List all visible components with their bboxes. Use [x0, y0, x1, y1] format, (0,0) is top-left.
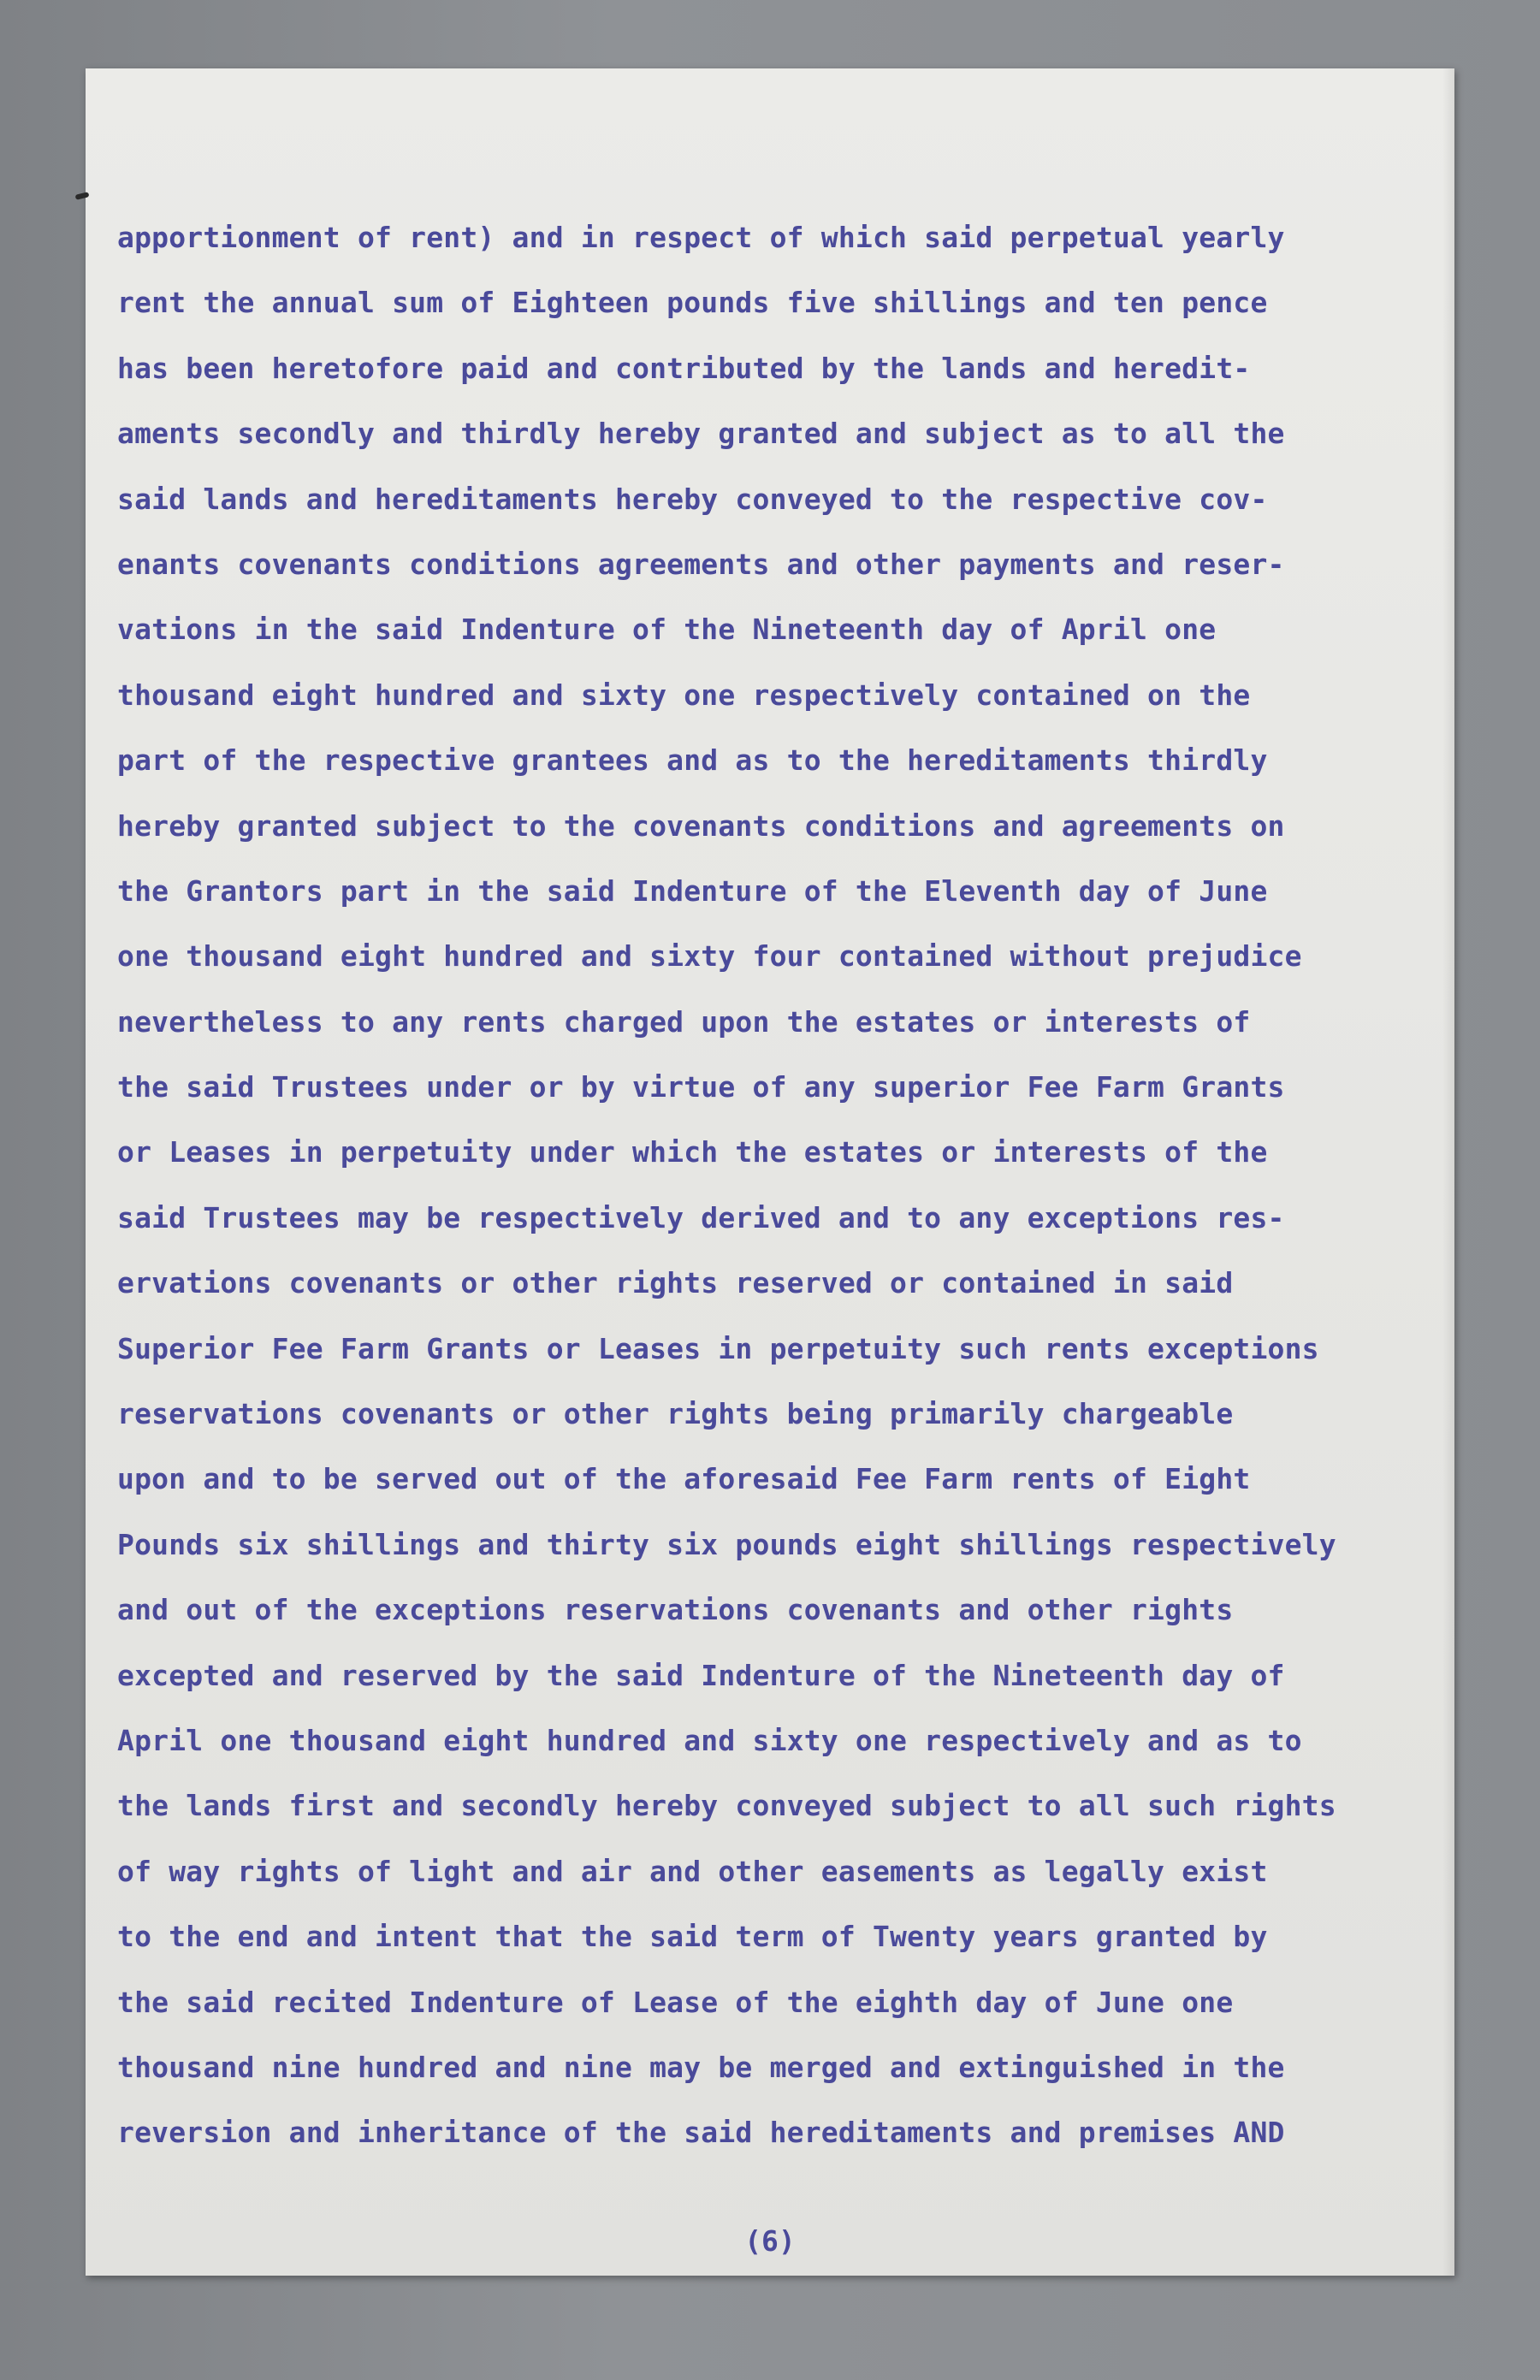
text-line: reservations covenants or other rights being primarily chargeable	[117, 1397, 1234, 1431]
page-edge-shadow	[1442, 68, 1454, 2276]
text-line: of way rights of light and air and other easements as legally exist	[117, 1854, 1268, 1888]
text-line: aments secondly and thirdly hereby granted and subject as to all the	[117, 417, 1285, 451]
text-line: apportionment of rent) and in respect of which said perpetual yearly	[117, 221, 1285, 254]
text-line: reversion and inheritance of the said hereditaments and premises AND	[117, 2116, 1285, 2150]
text-line: said Trustees may be respectively derived and to any exceptions res-	[117, 1200, 1285, 1234]
text-line: thousand eight hundred and sixty one respectively contained on the	[117, 678, 1251, 712]
text-line: Superior Fee Farm Grants or Leases in perpetuity such rents exceptions	[117, 1331, 1319, 1365]
text-line: enants covenants conditions agreements and other payments and reser-	[117, 547, 1285, 581]
text-line: hereby granted subject to the covenants conditions and agreements on	[117, 808, 1285, 843]
text-line: the said Trustees under or by virtue of any superior Fee Farm Grants	[117, 1070, 1285, 1104]
text-line: has been heretofore paid and contributed by the lands and heredit-	[117, 351, 1251, 385]
text-line: to the end and intent that the said term of Twenty years granted by	[117, 1920, 1268, 1954]
text-line: and out of the exceptions reservations covenants and other rights	[117, 1593, 1234, 1627]
page-number: (6)	[744, 2224, 796, 2258]
text-line: ervations covenants or other rights reserved or contained in said	[117, 1266, 1234, 1300]
text-line: nevertheless to any rents charged upon the estates or interests of	[117, 1004, 1251, 1039]
text-line: said lands and hereditaments hereby conveyed to the respective cov-	[117, 482, 1268, 516]
text-line: the lands first and secondly hereby conveyed subject to all such rights	[117, 1789, 1336, 1823]
text-line: excepted and reserved by the said Indenture of the Nineteenth day of	[117, 1658, 1285, 1692]
text-line: part of the respective grantees and as to the hereditaments thirdly	[117, 743, 1268, 778]
text-line: the Grantors part in the said Indenture of the Eleventh day of June	[117, 873, 1268, 908]
document-body	[117, 205, 1366, 2166]
text-line: upon and to be served out of the aforesaid Fee Farm rents of Eight	[117, 1462, 1251, 1496]
text-line: Pounds six shillings and thirty six pounds eight shillings respectively	[117, 1527, 1336, 1561]
text-line: thousand nine hundred and nine may be merged and extinguished in the	[117, 2050, 1285, 2084]
text-line: or Leases in perpetuity under which the estates or interests of the	[117, 1135, 1268, 1169]
text-line: the said recited Indenture of Lease of the eighth day of June one	[117, 1985, 1234, 2019]
text-line: rent the annual sum of Eighteen pounds five shillings and ten pence	[117, 286, 1268, 320]
text-line: one thousand eight hundred and sixty four contained without prejudice	[117, 939, 1302, 974]
text-line: vations in the said Indenture of the Nineteenth day of April one	[117, 613, 1217, 647]
text-line: April one thousand eight hundred and sixty one respectively and as to	[117, 1723, 1302, 1757]
